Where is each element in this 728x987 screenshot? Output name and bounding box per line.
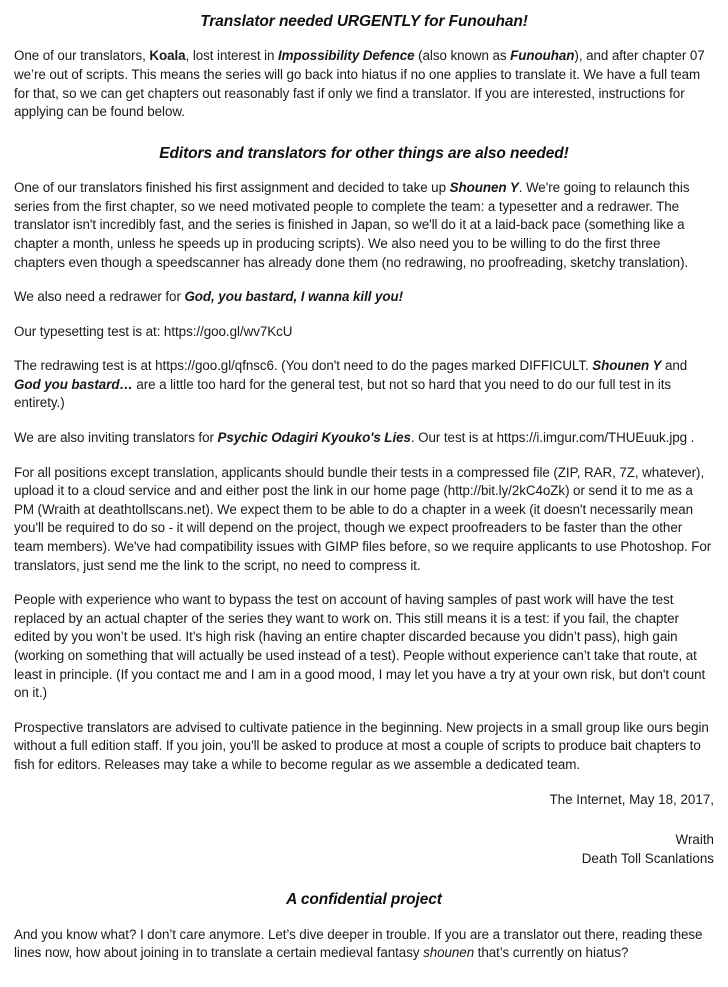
text-run: One of our translators finished his first assignment and decided to take up: [14, 180, 450, 196]
section-translator-needed: [14, 12, 714, 31]
text-run: that’s currently on hiatus?: [474, 945, 629, 961]
paragraph-redrawing-test: [14, 357, 714, 413]
text-run: We are also inviting translators for: [14, 430, 218, 446]
section-editors-needed: [14, 144, 714, 163]
signature-name: Wraith: [675, 832, 714, 848]
paragraph-redrawer-needed: [14, 288, 714, 307]
paragraph-translator-intro: [14, 47, 714, 121]
signature-date: The Internet, May 18, 2017,: [549, 791, 714, 807]
section-confidential-project: [14, 890, 714, 909]
title-god-you-bastard-short: God you bastard…: [14, 376, 133, 392]
emphasis-shounen: shounen: [423, 945, 475, 961]
title-impossibility-defence: Impossibility Defence: [278, 48, 415, 64]
text-run: We also need a redrawer for: [14, 289, 185, 305]
paragraph-experience-bypass: People with experience who want to bypass the test on account of having samples of past work will have the test replaced by an actual chapter of the series they want to work on. This still means it is a test: if you fail, the chapter edited by you won’t be used. It’s high risk (having an entire chapter discarded because you didn’t pass), high gain (working on something that will actually be used instead of a test). People without experience can’t take that route, at least in principle. (If you contact me and I am in a good mood, I may let you have a try at your own risk, but don't count on it.): [14, 592, 706, 701]
title-god-you-bastard: God, you bastard, I wanna kill you!: [184, 289, 404, 305]
text-run: ), and after chapter 07 we’re out of scripts. This means the series will go back into hiatus if no one applies to translate it. We have a full team for that, so we can get chapters out reasonably fast if only we find a translator. If you are interested, instructions for applying can be found below.: [14, 48, 705, 120]
signature-organization: Death Toll Scanlations: [581, 850, 714, 866]
emphasis-koala: Koala: [149, 48, 186, 64]
paragraph-application-instructions: For all positions except translation, applicants should bundle their tests in a compressed file (ZIP, RAR, 7Z, whatever), upload it to a cloud service and and either post the link in our home page (http://bit.ly/2kC4oZk) or send it to me as a PM (Wraith at deathtollscans.net). We expect them to be able to do a chapter in a week (it doesn't necessarily mean you'll be required to do so - it will depend on the project, though we expect proofreaders to be faster than the other team members). We've had compatibility issues with GIMP files before, so we require applicants to use Photoshop. For translators, just send me the link to the script, no need to compress it.: [14, 464, 712, 573]
text-run: and: [661, 358, 688, 374]
text-run: (also known as: [414, 48, 511, 64]
heading-confidential-project: A confidential project: [286, 891, 442, 909]
paragraph-shounen-y-relaunch: [14, 179, 714, 272]
text-run: are a little too hard for the general test, but not so hard that you need to do our full test in its entirety.): [14, 376, 672, 411]
paragraph-psychic-odagiri: [14, 429, 714, 448]
paragraph-patience-advice: Prospective translators are advised to cultivate patience in the beginning. New projects in a small group like ours begin without a full edition staff. If you join, you'll be asked to produce at most a couple of scripts to produce bait chapters to fish for editors. Releases may take a while to become regular as we assemble a dedicated team.: [14, 719, 709, 772]
text-run: One of our translators,: [14, 48, 150, 64]
title-funouhan: Funouhan: [510, 48, 575, 64]
title-psychic-odagiri: Psychic Odagiri Kyouko's Lies: [217, 430, 411, 446]
text-run: . Our test is at https://i.imgur.com/THUEuuk.jpg .: [410, 430, 695, 446]
title-shounen-y: Shounen Y: [592, 358, 662, 374]
signature-block: [14, 791, 714, 869]
paragraph-typesetting-test: Our typesetting test is at: https://goo.gl/wv7KcU: [14, 323, 293, 339]
text-run: . We're going to relaunch this series from the first chapter, so we need motivated people to complete the team: a typesetter and a redrawer. The translator isn't incredibly fast, and the series is finished in Japan, so we'll do it at a laid-back pace (something like a chapter a month, unless he speeds up in producing scripts). We also need you to be willing to do the first three chapters even though a speedscanner has already done them (no redrawing, no proofreading, sketchy translation).: [14, 180, 690, 270]
heading-translator-needed: Translator needed URGENTLY for Funouhan!: [200, 13, 528, 30]
text-run: And you know what? I don’t care anymore. Let’s dive deeper in trouble. If you are a translator out there, reading these lines now, how about joining in to translate a certain medieval fantasy: [14, 926, 703, 961]
text-run: The redrawing test is at https://goo.gl/qfnsc6. (You don't need to do the pages marked DIFFICULT.: [14, 358, 593, 374]
paragraph-confidential-intro: [14, 926, 714, 963]
title-shounen-y: Shounen Y: [449, 180, 519, 196]
heading-editors-needed: Editors and translators for other things are also needed!: [159, 144, 569, 162]
text-run: , lost interest in: [185, 48, 279, 64]
